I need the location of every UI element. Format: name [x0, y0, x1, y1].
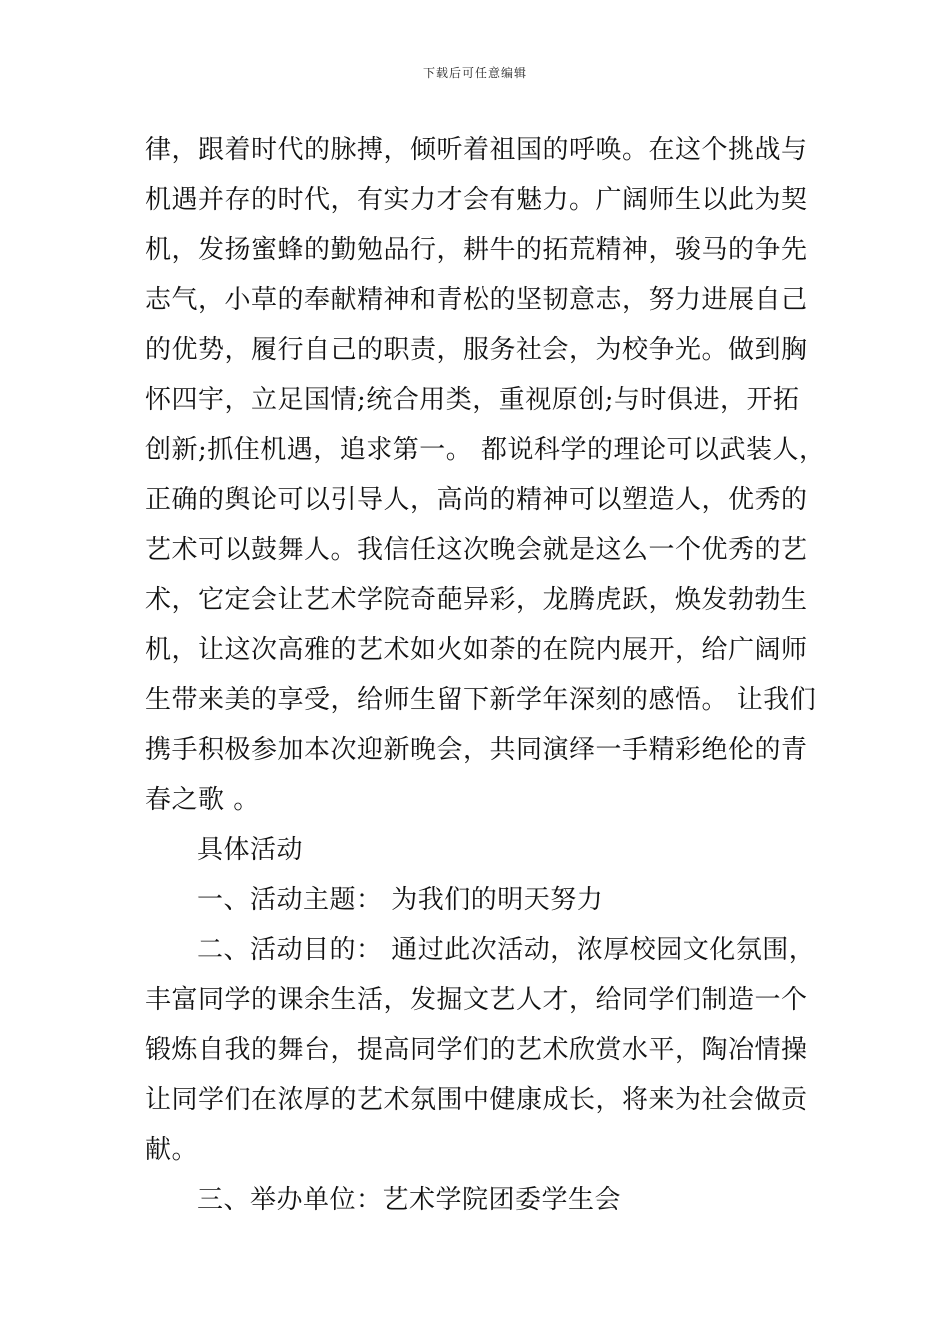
page-header: 下载后可任意编辑	[422, 66, 527, 80]
paragraph-line: 志气，小草的奉献精神和青松的坚韧意志，努力进展自己	[145, 285, 808, 315]
paragraph-line: 机，让这次高雅的艺术如火如荼的在院内展开，给广阔师	[145, 635, 808, 665]
purpose-line: 丰富同学的课余生活，发掘文艺人才，给同学们制造一个	[145, 985, 808, 1015]
paragraph-line: 正确的舆论可以引导人，高尚的精神可以塑造人，优秀的	[145, 485, 808, 515]
section-title: 具体活动	[197, 835, 304, 865]
organizer-line: 三、举办单位：艺术学院团委学生会	[197, 1185, 622, 1215]
paragraph-line: 机遇并存的时代，有实力才会有魅力。广阔师生以此为契	[145, 185, 808, 215]
paragraph-line: 艺术可以鼓舞人。我信任这次晚会就是这么一个优秀的艺	[145, 535, 808, 565]
purpose-line: 二、活动目的： 通过此次活动，浓厚校园文化氛围，	[197, 935, 816, 965]
paragraph-line: 创新;抓住机遇，追求第一。 都说科学的理论可以武装人，	[145, 435, 826, 465]
purpose-line: 锻炼自我的舞台，提高同学们的艺术欣赏水平，陶冶情操	[145, 1035, 808, 1065]
paragraph-line: 生带来美的享受，给师生留下新学年深刻的感悟。 让我们	[145, 685, 817, 715]
activity-theme: 一、活动主题： 为我们的明天努力	[197, 885, 604, 915]
paragraph-line: 的优势，履行自己的职责，服务社会，为校争光。做到胸	[145, 335, 808, 365]
paragraph-line: 春之歌 。	[145, 785, 260, 815]
paragraph-line: 机，发扬蜜蜂的勤勉品行，耕牛的拓荒精神，骏马的争先	[145, 235, 808, 265]
document-body	[145, 125, 825, 1225]
paragraph-line: 术，它定会让艺术学院奇葩异彩，龙腾虎跃，焕发勃勃生	[145, 585, 808, 615]
paragraph-line: 怀四宇，立足国情;统合用类，重视原创;与时俱进，开拓	[145, 385, 800, 415]
paragraph-line: 携手积极参加本次迎新晚会，共同演绎一手精彩绝伦的青	[145, 735, 808, 765]
purpose-line: 让同学们在浓厚的艺术氛围中健康成长，将来为社会做贡	[145, 1085, 808, 1115]
purpose-line: 献。	[145, 1135, 199, 1165]
paragraph-line: 律，跟着时代的脉搏，倾听着祖国的呼唤。在这个挑战与	[145, 135, 808, 165]
